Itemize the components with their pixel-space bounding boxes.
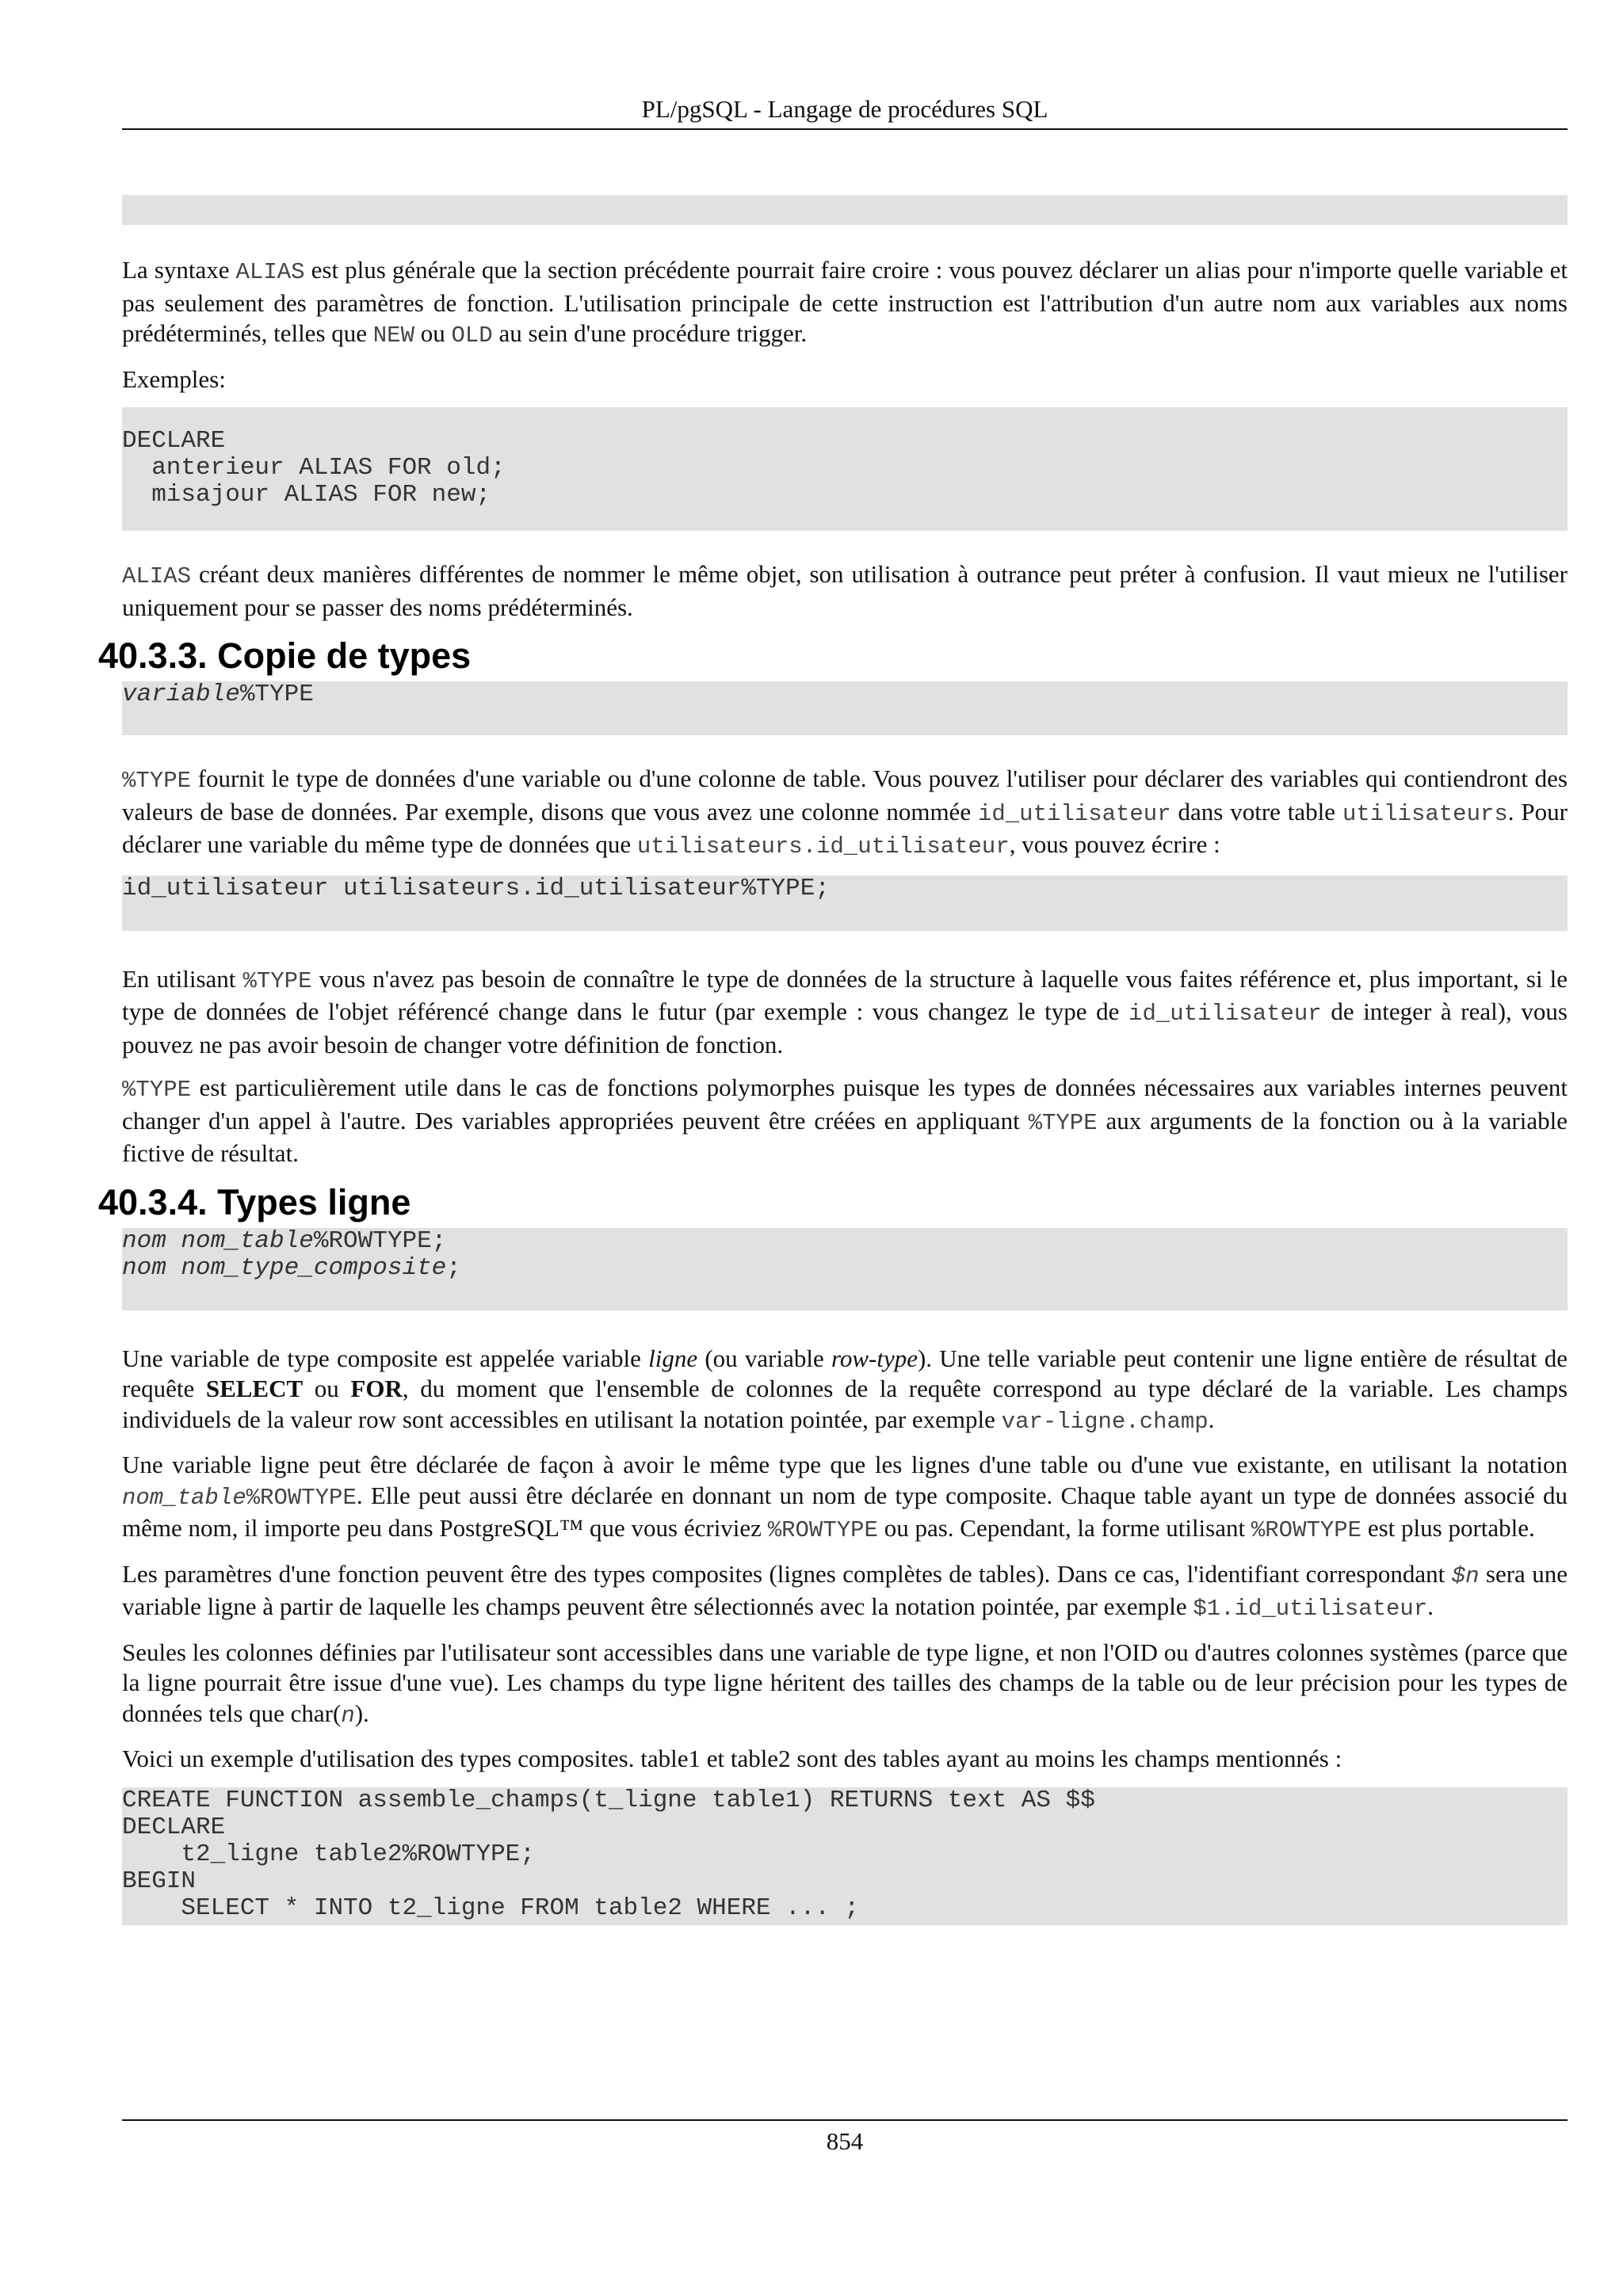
page-content [98, 195, 1568, 1925]
heading-copie-de-types: 40.3.3. Copie de types [98, 635, 472, 676]
empty-code-block [122, 195, 1568, 225]
paragraph-composite-example-intro: Voici un exemple d'utilisation des types composites. table1 et table2 sont des tables ayant au moins les champs mentionnés : [122, 1745, 1342, 1772]
paragraph-type-polymorphic: %TYPE est particulièrement utile dans le cas de fonctions polymorphes puisque les types de données nécessaires aux variables internes peuvent changer d'un appel à l'autre. Des variables appropriées peuvent être créées en appliquant %TYPE aux arguments de la fonction ou à la variable fictive de résultat. [122, 1074, 1568, 1167]
heading-types-ligne: 40.3.4. Types ligne [98, 1181, 411, 1222]
paragraph-row-variable: Une variable de type composite est appelée variable ligne (ou variable row-type). Une telle variable peut contenir une ligne entière de résultat de requête SELECT ou FOR, du moment que l'ensemble de colonnes de la requête correspond au type déclaré de la variable. Les champs individuels de la valeur row sont accessibles en utilisant la notation pointée, par exemple var-ligne.champ. [122, 1344, 1568, 1435]
code-block-alias-example: DECLARE anterieur ALIAS FOR old; misajour ALIAS FOR new; [122, 407, 1568, 531]
running-header: PL/pgSQL - Langage de procédures SQL [641, 95, 1048, 123]
code-block-composite-function: CREATE FUNCTION assemble_champs(t_ligne table1) RETURNS text AS $$ DECLARE t2_ligne table2%ROWTYPE; BEGIN SELECT * INTO t2_ligne FROM table2 WHERE ... ; [122, 1787, 1568, 1925]
paragraph-examples-label: Exemples: [122, 364, 226, 393]
page-number: 854 [826, 2127, 864, 2155]
paragraph-type-description: %TYPE fournit le type de données d'une variable ou d'une colonne de table. Vous pouvez l'utiliser pour déclarer des variables qui contiendront des valeurs de base de données. Par exemple, disons que vous avez une colonne nommée id_utilisateur dans votre table utilisateurs. Pour déclarer une variable du même type de données que utilisateurs.id_utilisateur, vous pouvez écrire : [122, 765, 1568, 860]
footer-rule [122, 2119, 1568, 2121]
paragraph-alias-syntax: La syntaxe ALIAS est plus générale que la section précédente pourrait faire croire : vous pouvez déclarer un alias pour n'importe quelle variable et pas seulement des paramètres de fonction. L'utilisation principale de cette instruction est l'attribution d'un autre nom aux variables aux noms prédéterminés, telles que NEW ou OLD au sein d'une procédure trigger. [122, 256, 1568, 349]
paragraph-alias-warning: ALIAS créant deux manières différentes de nommer le même objet, son utilisation à outrance peut préter à confusion. Il vaut mieux ne l'utiliser uniquement pour se passer des noms prédéterminés. [122, 560, 1568, 621]
paragraph-type-benefit: En utilisant %TYPE vous n'avez pas besoin de connaître le type de données de la structure à laquelle vous faites référence et, plus important, si le type de données de l'objet référencé change dans le futur (par exemple : vous changez le type de id_utilisateur de integer à real), vous pouvez ne pas avoir besoin de changer votre définition de fonction. [122, 964, 1568, 1058]
code-block-type-syntax: variable%TYPE [122, 681, 1568, 735]
header-rule [122, 128, 1568, 130]
paragraph-row-columns: Seules les colonnes définies par l'utilisateur sont accessibles dans une variable de type ligne, et non l'OID ou d'autres colonnes systèmes (parce que la ligne pourrait être issue d'une vue). Les champs du type ligne héritent des tailles des champs de la table ou de leur précision pour les types de données tels que char(n). [122, 1638, 1568, 1729]
code-block-type-example: id_utilisateur utilisateurs.id_utilisateur%TYPE; [122, 875, 1568, 931]
paragraph-rowtype-declaration: Une variable ligne peut être déclarée de façon à avoir le même type que les lignes d'une table ou d'une vue existante, en utilisant la notation nom_table%ROWTYPE. Elle peut aussi être déclarée en donnant un nom de type composite. Chaque table ayant un type de données associé du même nom, il importe peu dans PostgreSQL™ que vous écriviez %ROWTYPE ou pas. Cependant, la forme utilisant %ROWTYPE est plus portable. [122, 1451, 1568, 1543]
code-block-rowtype-syntax: nom nom_table%ROWTYPE; nom nom_type_composite; [122, 1228, 1568, 1310]
paragraph-composite-parameters: Les paramètres d'une fonction peuvent être des types composites (lignes complètes de tables). Dans ce cas, l'identifiant correspondant $n sera une variable ligne à partir de laquelle les champs peuvent être sélectionnés avec la notation pointée, par exemple $1.id_utilisateur. [122, 1559, 1568, 1622]
